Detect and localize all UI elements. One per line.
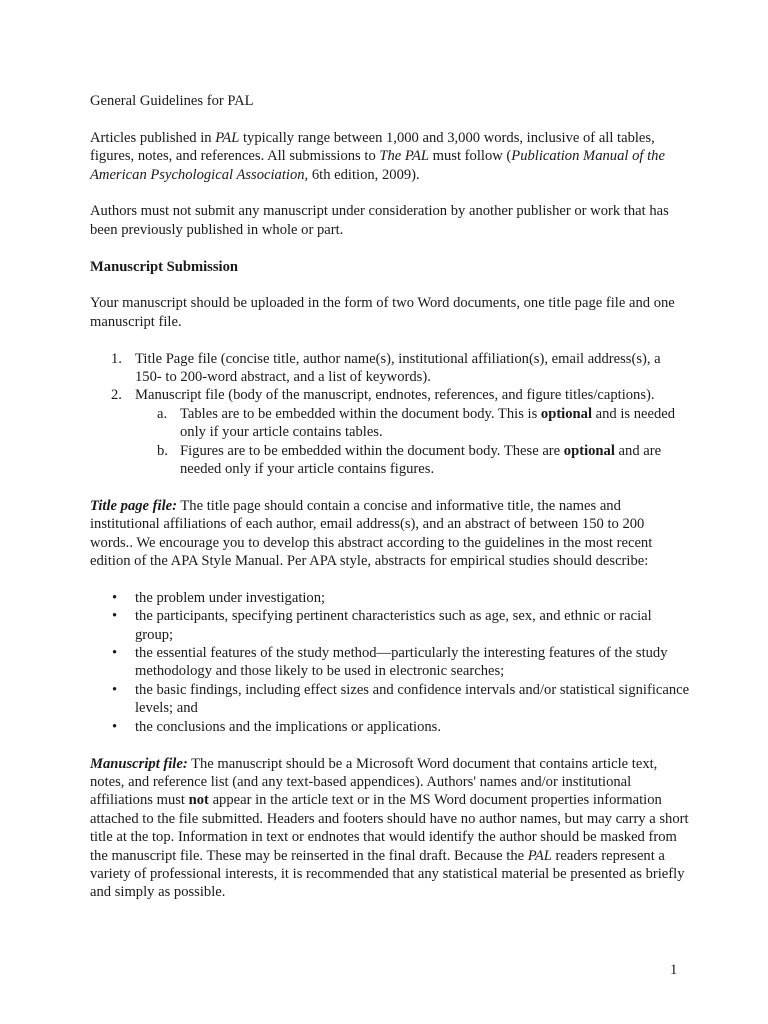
list-item-text: Manuscript file (body of the manuscript, endnotes, references, and figure titles/captions). <box>135 387 655 404</box>
abstract-bullet-list <box>90 589 690 736</box>
bullet-icon: • <box>112 681 118 698</box>
not-emphasis: not <box>188 792 209 809</box>
numbered-list <box>90 350 690 479</box>
list-item <box>90 386 690 478</box>
list-item: • the participants, specifying pertinent characteristics such as age, sex, and ethnic or racial group; <box>112 608 652 643</box>
authors-note-paragraph: Authors must not submit any manuscript under consideration by another publisher or work that has been previously published in whole or part. <box>90 203 669 238</box>
optional-emphasis: optional <box>540 405 592 422</box>
list-item: • the basic findings, including effect sizes and confidence intervals and/or statistical significance levels; and <box>112 681 690 717</box>
intro-paragraph: Articles published in PAL typically range between 1,000 and 3,000 words, inclusive of all tables, figures, notes, and references. All submissions to The PAL must follow (Publication Manual of the American Psychological Association, 6th edition, 2009). <box>90 129 665 183</box>
title-page-paragraph: Title page file: The title page should contain a concise and informative title, the names and institutional affiliations of each author, email address(s), and an abstract of between 150 to 200 words.. We encourage you to develop this abstract according to the guidelines in the most recent edition of the APA Style Manual. Per APA style, abstracts for empirical studies should describe: <box>90 497 653 570</box>
list-number: 2. <box>111 387 122 404</box>
document-page <box>90 92 690 902</box>
list-item-text: Title Page file (concise title, author name(s), institutional affiliation(s), email address(s), a 150- to 200-word abstract, and a list of keywords). <box>135 350 661 386</box>
list-number: 1. <box>111 350 122 367</box>
the-pal-italic: The PAL <box>379 148 429 165</box>
title-page-label: Title page file: <box>90 497 177 514</box>
optional-emphasis: optional <box>563 442 615 459</box>
manuscript-file-label: Manuscript file: <box>90 755 188 772</box>
bullet-icon: • <box>112 645 118 662</box>
list-item <box>90 350 690 387</box>
list-item: • the problem under investigation; <box>112 589 326 606</box>
manuscript-file-paragraph: Manuscript file: The manuscript should be a Microsoft Word document that contains article text, notes, and reference list (and any text-based appendices). Authors' names and/or institutional affiliations must not appear in the article text or in the MS Word document properties information attached to the file submitted. Headers and footers should have no author names, but may carry a short title at the top. Information in text or endnotes that would identify the author should be masked from the manuscript file. These may be reinserted in the final draft. Because the PAL readers represent a variety of professional interests, it is recommended that any statistical material be presented as briefly and simply as possible. <box>90 755 689 901</box>
section-heading: Manuscript Submission <box>90 258 239 275</box>
upload-paragraph: Your manuscript should be uploaded in the form of two Word documents, one title page file and one manuscript file. <box>90 295 675 330</box>
pal-italic: PAL <box>527 847 552 864</box>
sub-list-item: b. Figures are to be embedded within the document body. These are optional and are needed only if your article contains figures. <box>157 442 662 478</box>
bullet-icon: • <box>112 589 118 606</box>
pal-italic: PAL <box>215 129 240 146</box>
page-number: 1 <box>670 962 678 978</box>
list-item: • the essential features of the study method—particularly the interesting features of the study methodology and those likely to be used in electronic searches; <box>112 645 668 680</box>
apa-manual-title: Publication Manual of the American Psychological Association, <box>90 148 665 183</box>
list-item: • the conclusions and the implications or applications. <box>112 718 441 735</box>
sub-list-item: a. Tables are to be embedded within the document body. This is optional and is needed only if your article contains tables. <box>157 405 676 441</box>
document-heading: General Guidelines for PAL <box>90 93 254 109</box>
sub-list-letter: a. <box>157 405 168 422</box>
sub-list <box>135 405 690 479</box>
bullet-icon: • <box>112 608 118 625</box>
bullet-icon: • <box>112 718 118 735</box>
sub-list-letter: b. <box>157 442 168 459</box>
